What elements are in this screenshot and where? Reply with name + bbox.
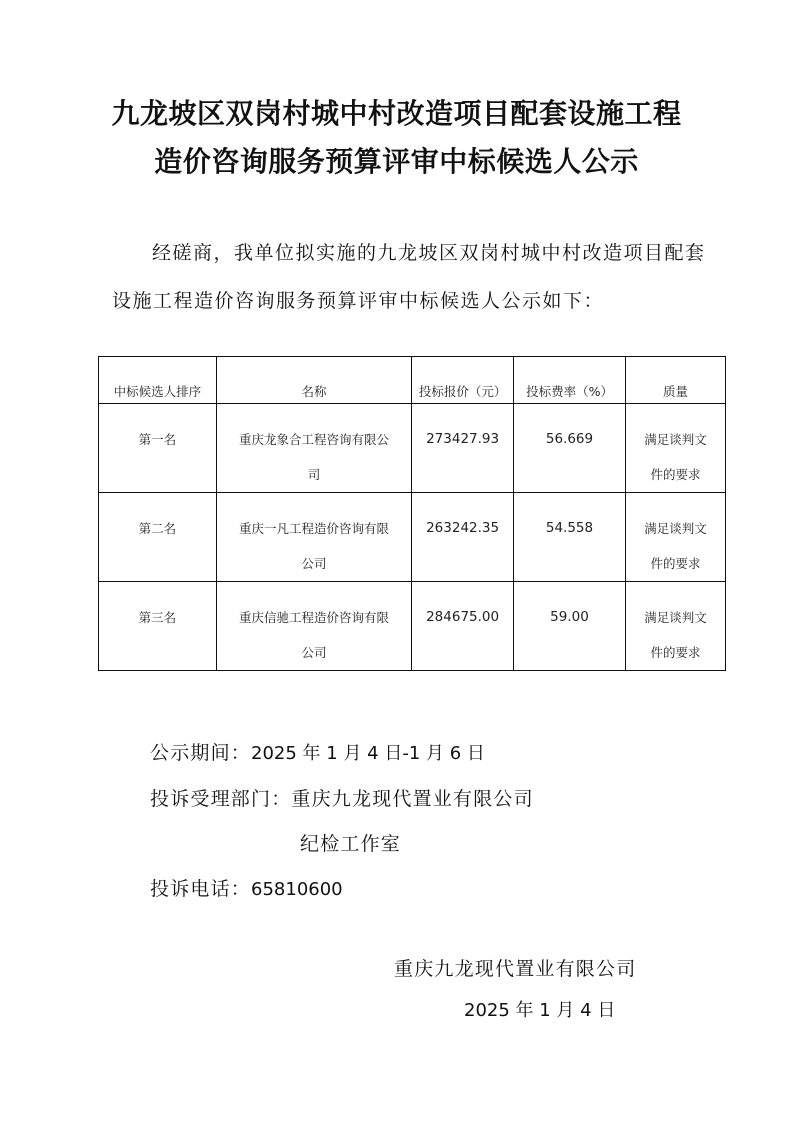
publicity-period-value: 2025 年 1 月 4 日-1 月 6 日 (251, 743, 485, 764)
rate-cell: 56.669 (513, 404, 625, 493)
rate-cell: 54.558 (513, 493, 625, 582)
quality-cell: 满足谈判文 件的要求 (626, 582, 726, 671)
intro-paragraph-line1: 经磋商，我单位拟实施的九龙坡区双岗村城中村改造项目配套 (152, 242, 706, 264)
header-rank: 中标候选人排序 (99, 379, 217, 404)
signature-date: 2025 年 1 月 4 日 (464, 1000, 616, 1021)
table-top-spacer-row (99, 357, 726, 380)
rank-cell: 第二名 (99, 493, 217, 582)
header-rate: 投标费率（%） (513, 379, 625, 404)
complaint-department-value: 重庆九龙现代置业有限公司 (291, 788, 534, 810)
complaint-department-sub: 纪检工作室 (300, 833, 402, 855)
table-row (99, 404, 726, 493)
company-name-cell: 重庆信驰工程造价咨询有限 公司 (216, 582, 412, 671)
company-name-cell: 重庆一凡工程造价咨询有限 公司 (216, 493, 412, 582)
table-header-row (99, 379, 726, 404)
signature-organization: 重庆九龙现代置业有限公司 (394, 958, 637, 980)
rate-cell: 59.00 (513, 582, 625, 671)
complaint-phone-label: 投诉电话： (150, 878, 252, 900)
price-cell: 263242.35 (412, 493, 514, 582)
header-quality: 质量 (626, 379, 726, 404)
complaint-phone (150, 874, 343, 901)
complaint-phone-value: 65810600 (251, 879, 343, 900)
table-row (99, 582, 726, 671)
price-cell: 273427.93 (412, 404, 514, 493)
table-row (99, 493, 726, 582)
quality-cell: 满足谈判文 件的要求 (626, 404, 726, 493)
publicity-period-label: 公示期间： (150, 742, 252, 764)
header-price: 投标报价（元） (412, 379, 514, 404)
header-name: 名称 (216, 379, 412, 404)
bid-candidates-table (98, 356, 726, 671)
rank-cell: 第一名 (99, 404, 217, 493)
document-title-line2: 造价咨询服务预算评审中标候选人公示 (154, 145, 639, 178)
rank-cell: 第三名 (99, 582, 217, 671)
complaint-department (150, 784, 534, 811)
document-title-line1: 九龙坡区双岗村城中村改造项目配套设施工程 (111, 97, 682, 130)
company-name-cell: 重庆龙象合工程咨询有限公 司 (216, 404, 412, 493)
publicity-period (150, 738, 485, 765)
quality-cell: 满足谈判文 件的要求 (626, 493, 726, 582)
price-cell: 284675.00 (412, 582, 514, 671)
intro-paragraph-line2: 设施工程造价咨询服务预算评审中标候选人公示如下： (112, 290, 605, 312)
complaint-department-label: 投诉受理部门： (150, 788, 292, 810)
